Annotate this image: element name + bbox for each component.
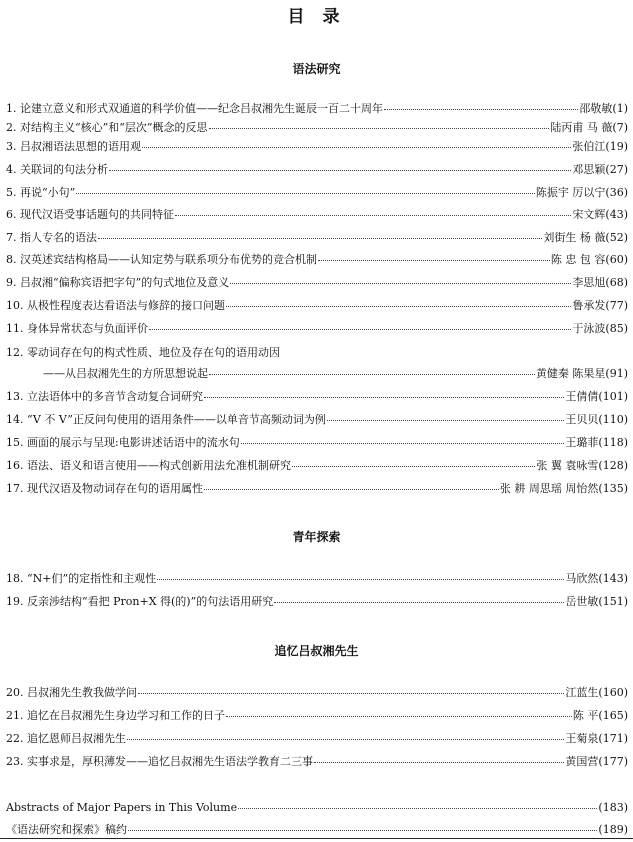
entry-page: (43) [605,208,628,221]
entry-title: 《语法研究和探索》稿约 [6,823,127,836]
entry-author: 陈振宇 厉以宁 [535,186,606,199]
entry-author: 黄健秦 陈果星 [535,367,606,380]
entry-page: (151) [598,595,628,608]
entry-page: (143) [598,572,628,585]
entry-page: (110) [598,413,628,426]
entry-title: 22. 追忆恩师吕叔湘先生 [6,732,126,745]
entry-title: 15. 画面的展示与呈现:电影讲述话语中的流水句 [6,436,240,449]
dot-leader [209,128,550,129]
entry-page: (19) [605,140,628,153]
toc-entry[interactable] [6,436,628,450]
toc-entry[interactable] [6,686,628,700]
entry-title: 17. 现代汉语及物动词存在句的语用属性 [6,482,203,495]
entry-author: 张 翼 袁咏雪 [536,459,599,472]
entry-page: (68) [605,276,628,289]
dot-leader [238,808,597,809]
entry-page: (165) [598,709,628,722]
toc-entry[interactable] [6,459,628,473]
entry-author: 张 耕 周思瑶 周怡然 [499,482,599,495]
dot-leader [314,762,564,763]
dot-leader [204,489,499,490]
toc-entry[interactable] [6,732,628,746]
dot-leader [76,193,535,194]
entry-author: 宋文辉 [572,208,606,221]
dot-leader [204,397,564,398]
entry-author: 张伯江 [572,140,606,153]
entry-title: 6. 现代汉语受事话题句的共同特征 [6,208,174,221]
entry-author: 陆丙甫 马 薇 [550,121,613,134]
entry-title: 8. 汉英述宾结构格局——认知定势与联系项分布优势的竞合机制 [6,253,317,266]
toc-entry[interactable] [6,231,628,245]
entry-title: 4. 关联词的句法分析 [6,163,108,176]
dot-leader [138,693,564,694]
toc-entry[interactable] [6,595,628,609]
entry-page: (171) [598,732,628,745]
toc-entry[interactable] [6,801,628,815]
entry-title: 23. 实事求是，厚积薄发——追忆吕叔湘先生语法学教育二三事 [6,755,313,768]
toc-entry[interactable] [6,121,628,135]
entry-page: (27) [605,163,628,176]
entry-author: 王倩倩 [565,390,599,403]
entry-title: 7. 指人专名的语法 [6,231,97,244]
entry-title: 18. “N+们”的定指性和主观性 [6,572,157,585]
entry-title: 13. 立法语体中的多音节含动复合词研究 [6,390,203,403]
entry-page: (36) [605,186,628,199]
entry-title: 2. 对结构主义“核心”和“层次”概念的反思 [6,121,208,134]
entry-page: (85) [605,322,628,335]
entry-title: 21. 追忆在吕叔湘先生身边学习和工作的日子 [6,709,225,722]
entry-author: 于泳波 [572,322,606,335]
dot-leader [327,420,565,421]
section-title-memory: 追忆吕叔湘先生 [274,644,359,658]
dot-leader [149,329,571,330]
entry-12-first-line: 12. 零动词存在句的构式性质、地位及存在句的语用动因 [6,346,280,359]
entry-title: 11. 身体异常状态与负面评价 [6,322,148,335]
dot-leader [109,170,571,171]
toc-entry[interactable] [6,755,628,769]
dot-leader [318,260,550,261]
toc-entry[interactable] [6,208,628,222]
entry-page: (177) [598,755,628,768]
entry-page: (160) [598,686,628,699]
entry-author: 陈 忠 包 容 [550,253,606,266]
toc-entry[interactable] [6,253,628,267]
toc-entry[interactable] [6,276,628,290]
entry-author: 岳世敏 [565,595,599,608]
toc-entry[interactable] [6,709,628,723]
entry-page: (52) [605,231,628,244]
dot-leader [127,739,564,740]
entry-title: Abstracts of Major Papers in This Volume [6,801,238,814]
dot-leader [274,602,564,603]
dot-leader [226,716,572,717]
entry-author: 王菊泉 [565,732,599,745]
toc-entry[interactable] [43,367,628,381]
entry-title: 19. 反亲涉结构“看把 Pron+X 得(的)”的句法语用研究 [6,595,274,608]
dot-leader [128,830,597,831]
entry-page: (7) [612,121,628,134]
entry-page: (91) [605,367,628,380]
dot-leader [175,215,571,216]
entry-page: (101) [598,390,628,403]
entry-author: 邵敬敏 [579,102,613,115]
entry-author: 鲁承发 [572,299,606,312]
toc-entry[interactable] [6,572,628,586]
dot-leader [241,443,565,444]
dot-leader [292,466,535,467]
toc-entry[interactable] [6,163,628,177]
toc-entry[interactable] [6,102,628,116]
entry-author: 陈 平 [572,709,599,722]
entry-page: (183) [598,801,628,814]
dot-leader [209,374,535,375]
toc-entry[interactable] [6,482,628,496]
dot-leader [157,579,564,580]
dot-leader [226,306,571,307]
entry-page: (118) [598,436,628,449]
entry-author: 邓思颖 [572,163,606,176]
section-title-youth: 青年探索 [292,530,341,544]
entry-title: 5. 再说“小句” [6,186,76,199]
entry-page: (189) [598,823,628,836]
toc-entry[interactable] [6,140,628,154]
entry-author: 王璐菲 [565,436,599,449]
entry-title: 1. 论建立意义和形式双通道的科学价值——纪念吕叔湘先生诞辰一百二十周年 [6,102,383,115]
entry-page: (60) [605,253,628,266]
bottom-rule [0,838,633,839]
toc-entry[interactable] [6,299,628,313]
dot-leader [142,147,571,148]
entry-title: ——从吕叔湘先生的方所思想说起 [43,367,208,380]
entry-title: 3. 吕叔湘语法思想的语用观 [6,140,141,153]
entry-page: (135) [598,482,628,495]
entry-title: 16. 语法、语义和语言使用——构式创新用法允准机制研究 [6,459,291,472]
entry-page: (1) [612,102,628,115]
entry-page: (77) [605,299,628,312]
entry-author: 李思旭 [572,276,606,289]
entry-title: 10. 从极性程度表达看语法与修辞的接口问题 [6,299,225,312]
dot-leader [384,109,578,110]
entry-title: 9. 吕叔湘“偏称宾语把字句”的句式地位及意义 [6,276,230,289]
entry-author: 马欣然 [565,572,599,585]
entry-title: 20. 吕叔湘先生教我做学问 [6,686,137,699]
dot-leader [98,238,542,239]
entry-author: 黄国营 [565,755,599,768]
toc-entry[interactable] [6,186,628,200]
entry-author: 江蓝生 [565,686,599,699]
section-title-grammar: 语法研究 [292,62,341,76]
toc-entry[interactable] [6,322,628,336]
entry-author: 王贝贝 [565,413,599,426]
page-title: 目 录 [287,7,346,27]
entry-author: 刘街生 杨 薇 [543,231,606,244]
toc-entry[interactable] [6,413,628,427]
entry-page: (128) [598,459,628,472]
entry-title: 14. “V 不 V”正反问句使用的语用条件——以单音节高频动词为例 [6,413,326,426]
dot-leader [230,283,571,284]
toc-entry[interactable] [6,390,628,404]
toc-entry[interactable] [6,823,628,837]
